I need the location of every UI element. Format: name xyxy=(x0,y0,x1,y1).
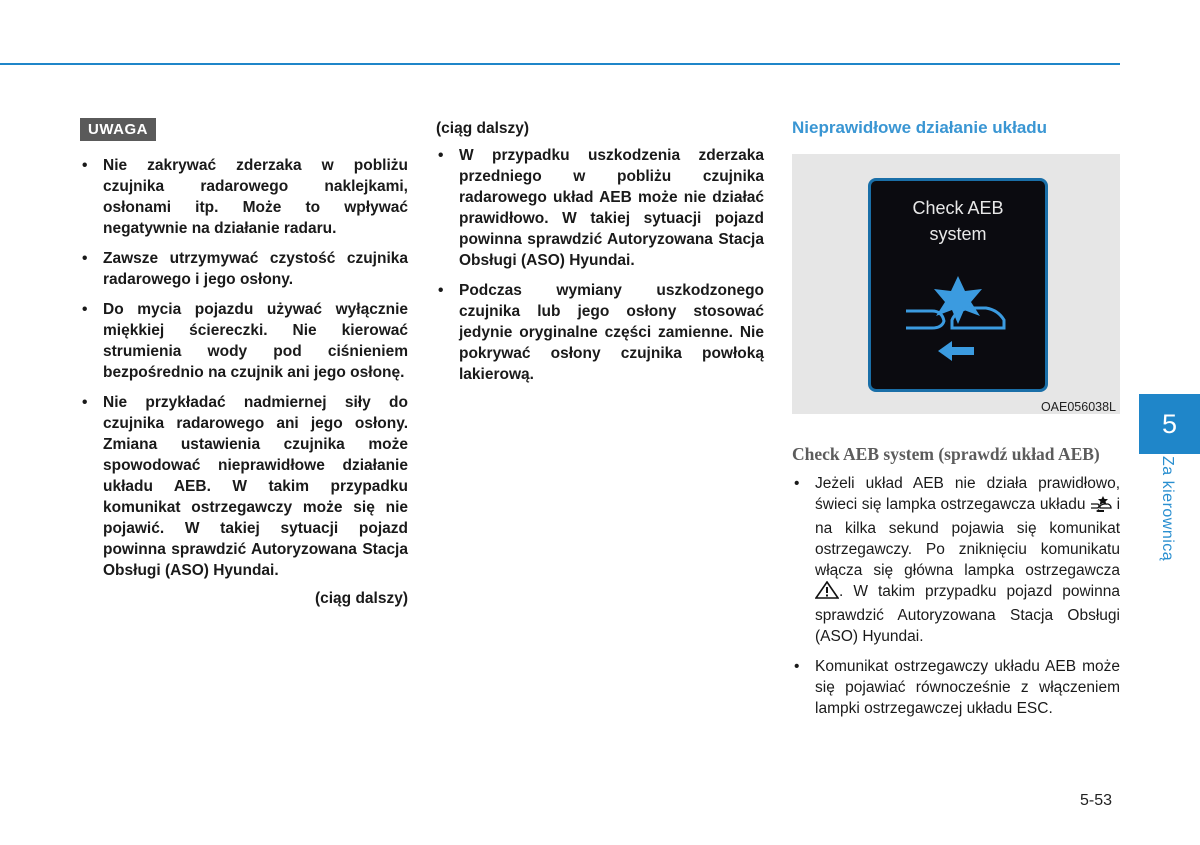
page-number: 5-53 xyxy=(1080,792,1113,809)
section-title: Nieprawidłowe działanie układu xyxy=(792,118,1048,137)
warning-list xyxy=(80,155,408,581)
warning-continued-column xyxy=(436,118,764,394)
malfunction-column xyxy=(792,118,1120,728)
list-item xyxy=(792,473,1120,647)
item-text: i na kilka sekund pojawia się komunikat ostrzegawczy. Po zniknięciu komunikatu włącza się główna lampka ostrzegawcza xyxy=(815,496,1121,579)
chapter-label: Za kierownicą xyxy=(1159,456,1176,562)
master-warning-triangle-icon xyxy=(815,581,839,605)
list-item: • Zawsze utrzymywać czystość czujnika radarowego i jego osłony. xyxy=(80,248,408,290)
item-text: . W takim przypadku pojazd powinna sprawdzić Autoryzowana Stacja Obsługi (ASO) Hyundai. xyxy=(815,583,1120,645)
continued-label: (ciąg dalszy) xyxy=(314,590,408,607)
cluster-figure xyxy=(792,154,1120,414)
item-text: Jeżeli układ AEB nie działa prawidłowo, świeci się lampka ostrzegawcza układu xyxy=(815,475,1120,513)
warning-column xyxy=(80,118,408,608)
list-item: • Podczas wymiany uszkodzonego czujnika lub jego osłony stosować jedynie oryginalne części zamienne. Nie pokrywać osłony czujnika powłoką lakierową. xyxy=(436,280,764,385)
instrument-cluster-display xyxy=(868,178,1048,392)
aeb-collision-warning-icon xyxy=(898,276,1018,366)
chapter-tab: 5 xyxy=(1139,394,1200,454)
aeb-warning-lamp-icon xyxy=(1090,496,1112,518)
continued-heading: (ciąg dalszy) xyxy=(436,120,530,137)
list-item: • Nie przykładać nadmiernej siły do czujnika radarowego ani jego osłony. Zmiana ustawienia czujnika może spowodować nieprawidłowe działanie układu AEB. W takim przypadku komunikat ostrzegawczy może się nie pojawić. W takiej sytuacji pojazd powinna sprawdzić Autoryzowana Stacja Obsługi (ASO) Hyundai. xyxy=(80,392,408,581)
list-item: • Do mycia pojazdu używać wyłącznie miękkiej ściereczki. Nie kierować strumienia wody pod ciśnieniem bezpośrednio na czujnik ani jego osłonę. xyxy=(80,299,408,383)
warning-list-continued xyxy=(436,145,764,385)
malfunction-list xyxy=(792,473,1120,719)
subheading: Check AEB system (sprawdź układ AEB) xyxy=(792,444,1100,464)
figure-code: OAE056038L xyxy=(1040,400,1116,414)
cluster-message: Check AEB system xyxy=(912,198,1004,244)
list-item: • Komunikat ostrzegawczy układu AEB może się pojawiać równocześnie z włączeniem lampki ostrzegawczej układu ESC. xyxy=(792,656,1120,719)
list-item: • Nie zakrywać zderzaka w pobliżu czujnika radarowego naklejkami, osłonami itp. Może to wpływać negatywnie na działanie radaru. xyxy=(80,155,408,239)
list-item: • W przypadku uszkodzenia zderzaka przedniego w pobliżu czujnika radarowego układ AEB może nie działać prawidłowo. W takiej sytuacji pojazd powinna sprawdzić Autoryzowana Stacja Obsługi (ASO) Hyundai. xyxy=(436,145,764,271)
warning-badge: UWAGA xyxy=(80,118,156,141)
header-rule xyxy=(0,63,1120,65)
